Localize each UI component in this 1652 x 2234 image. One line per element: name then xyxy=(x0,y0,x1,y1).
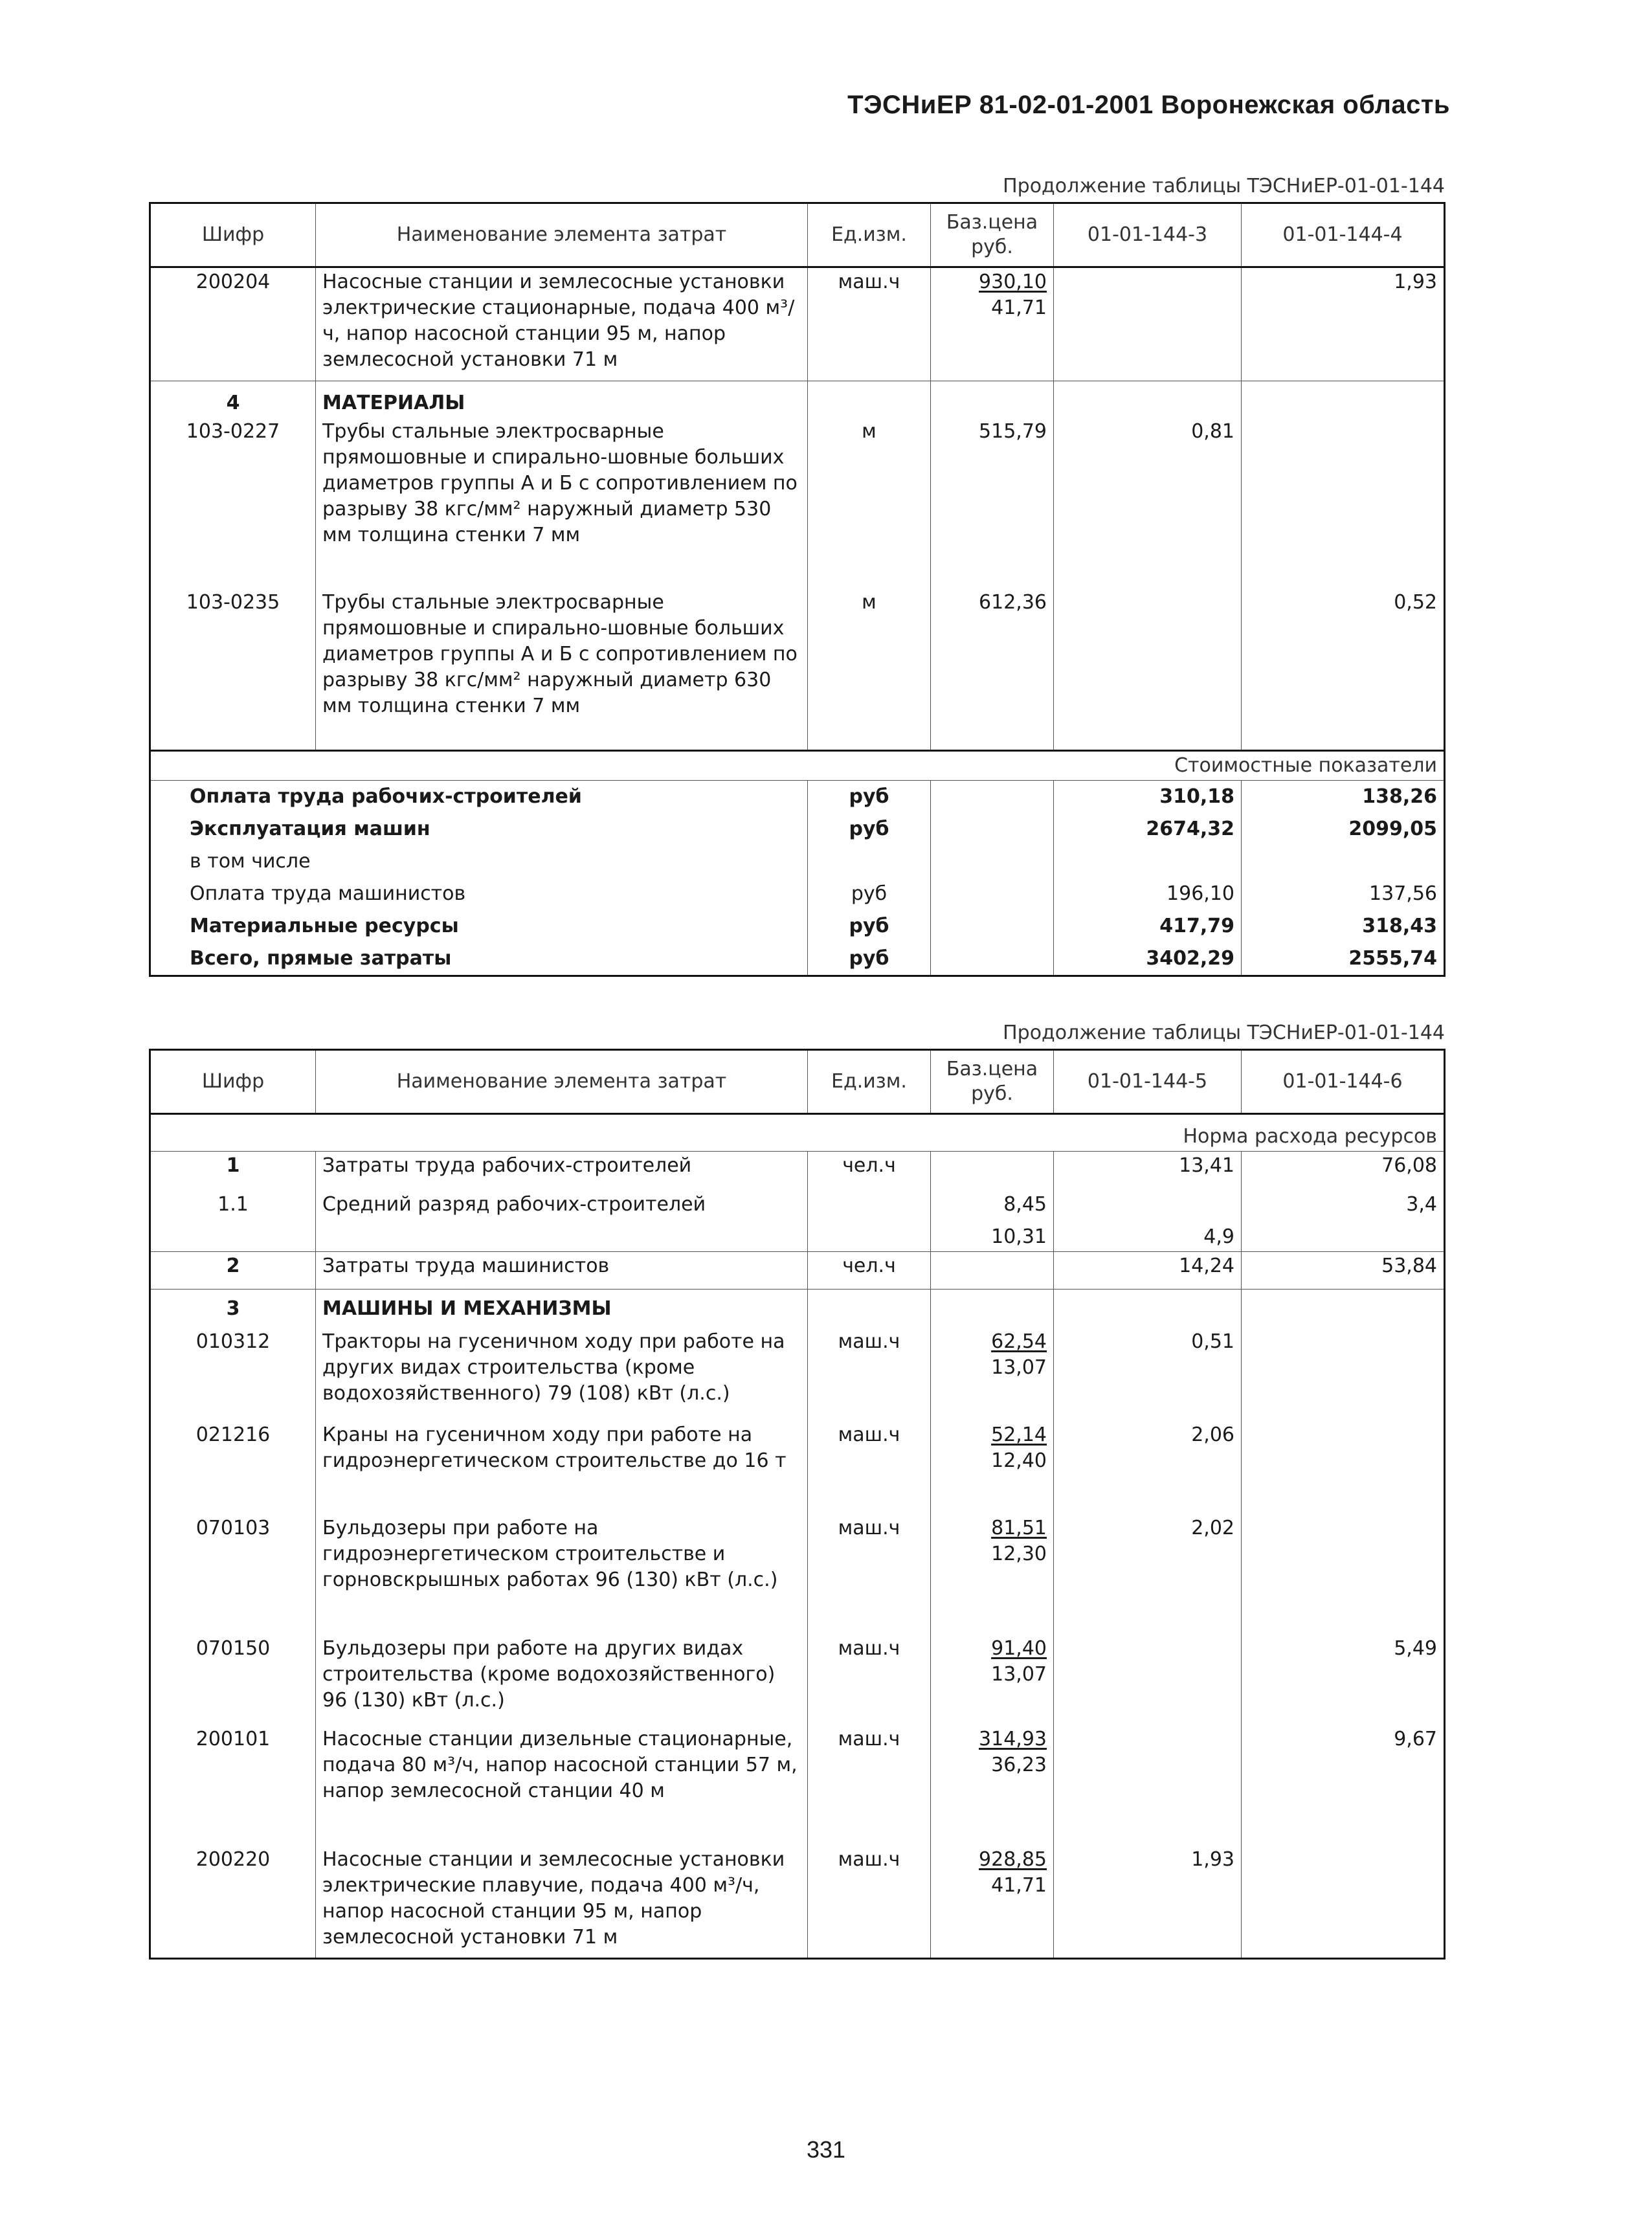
row-v2: 0,52 xyxy=(1242,588,1445,750)
row-v2 xyxy=(1242,1514,1445,1635)
band-label: Норма расхода ресурсов xyxy=(150,1114,1445,1152)
price-base: 91,40 xyxy=(991,1637,1047,1660)
totals-v2: 318,43 xyxy=(1242,910,1445,943)
price-base: 930,10 xyxy=(979,271,1047,293)
row-name: Трубы стальные электросварные прямошовные и спирально-шовные больших диаметров группы А и Б с сопротивлением по разрыву 38 кгс/мм² наружный диаметр 630 мм толщина стенки 7 мм xyxy=(316,588,808,750)
table1-header-row xyxy=(150,203,1445,267)
price-wage: 13,07 xyxy=(991,1663,1047,1686)
page-number: 331 xyxy=(806,2136,846,2163)
band-row xyxy=(150,750,1445,780)
col-header-price: Баз.цена руб. xyxy=(931,203,1054,267)
row-name: Насосные станции и землесосные установки электрические плавучие, подача 400 м³/ч, напор насосной станции 95 м, напор землесосной установки 71 м xyxy=(316,1846,808,1958)
table2 xyxy=(149,1049,1446,1960)
col-header-v2: 01-01-144-6 xyxy=(1242,1050,1445,1114)
col-header-v1: 01-01-144-3 xyxy=(1054,203,1242,267)
price-wage: 13,07 xyxy=(991,1356,1047,1379)
row-name: Краны на гусеничном ходу при работе на гидроэнергетическом строительстве до 16 т xyxy=(316,1421,808,1514)
row-code: 1 xyxy=(150,1152,316,1190)
row-unit: маш.ч xyxy=(808,1846,931,1958)
row-v1: 4,9 xyxy=(1054,1223,1242,1252)
row-price: 515,79 xyxy=(931,418,1054,588)
col-header-name: Наименование элемента затрат xyxy=(316,203,808,267)
row-name: Насосные станции дизельные стационарные, подача 80 м³/ч, напор насосной станции 57 м, напор землесосной станции 40 м xyxy=(316,1725,808,1846)
row-v1 xyxy=(1054,1725,1242,1846)
table-row xyxy=(150,1328,1445,1421)
row-code: 103-0235 xyxy=(150,588,316,750)
row-code: 021216 xyxy=(150,1421,316,1514)
col-header-unit: Ед.изм. xyxy=(808,203,931,267)
document-header: ТЭСНиЕР 81-02-01-2001 Воронежская область xyxy=(847,91,1450,119)
row-v1: 0,81 xyxy=(1054,418,1242,588)
col-header-name: Наименование элемента затрат xyxy=(316,1050,808,1114)
totals-row xyxy=(150,943,1445,976)
row-price xyxy=(931,1328,1054,1421)
row-price: 612,36 xyxy=(931,588,1054,750)
table1 xyxy=(149,202,1446,977)
row-v1 xyxy=(1054,267,1242,381)
row-unit: м xyxy=(808,418,931,588)
row-code: 2 xyxy=(150,1251,316,1289)
row-name: Насосные станции и землесосные установки электрические стационарные, подача 400 м³/ч, напор насосной станции 95 м, напор землесосной установки 71 м xyxy=(316,267,808,381)
row-name: Затраты труда машинистов xyxy=(316,1251,808,1289)
row-v2: 53,84 xyxy=(1242,1251,1445,1289)
row-v2 xyxy=(1242,1328,1445,1421)
row-price xyxy=(931,1152,1054,1190)
totals-v1: 2674,32 xyxy=(1054,813,1242,845)
totals-label: в том числе xyxy=(150,845,808,878)
price-base: 928,85 xyxy=(979,1848,1047,1871)
price-base: 52,14 xyxy=(991,1424,1047,1446)
section-code: 4 xyxy=(150,381,316,418)
row-v2: 1,93 xyxy=(1242,267,1445,381)
totals-v2 xyxy=(1242,845,1445,878)
row-v1 xyxy=(1054,588,1242,750)
row-name xyxy=(316,1223,808,1252)
table-row xyxy=(150,1514,1445,1635)
price-wage: 41,71 xyxy=(991,1874,1047,1897)
table-row xyxy=(150,1152,1445,1190)
row-code: 103-0227 xyxy=(150,418,316,588)
row-price: 10,31 xyxy=(931,1223,1054,1252)
row-code: 010312 xyxy=(150,1328,316,1421)
table-row xyxy=(150,1421,1445,1514)
row-price xyxy=(931,1514,1054,1635)
row-unit xyxy=(808,1223,931,1252)
row-v1 xyxy=(1054,1190,1242,1223)
section-title: МАШИНЫ И МЕХАНИЗМЫ xyxy=(316,1289,808,1328)
row-v2 xyxy=(1242,1223,1445,1252)
row-unit: маш.ч xyxy=(808,1328,931,1421)
row-code: 200220 xyxy=(150,1846,316,1958)
row-price xyxy=(931,1635,1054,1725)
totals-row xyxy=(150,780,1445,813)
totals-v1 xyxy=(1054,845,1242,878)
row-v1: 2,02 xyxy=(1054,1514,1242,1635)
table-row xyxy=(150,418,1445,588)
section-row xyxy=(150,1289,1445,1328)
table-row xyxy=(150,1251,1445,1289)
totals-unit: руб xyxy=(808,943,931,976)
row-v1 xyxy=(1054,1635,1242,1725)
section-code: 3 xyxy=(150,1289,316,1328)
row-unit: маш.ч xyxy=(808,1725,931,1846)
row-v1: 14,24 xyxy=(1054,1251,1242,1289)
col-header-unit: Ед.изм. xyxy=(808,1050,931,1114)
row-unit: маш.ч xyxy=(808,1635,931,1725)
row-name: Затраты труда рабочих-строителей xyxy=(316,1152,808,1190)
price-base: 81,51 xyxy=(991,1517,1047,1539)
totals-v2: 2555,74 xyxy=(1242,943,1445,976)
price-wage: 36,23 xyxy=(991,1754,1047,1776)
section-row xyxy=(150,381,1445,418)
totals-unit xyxy=(808,845,931,878)
row-v2: 3,4 xyxy=(1242,1190,1445,1223)
price-base: 62,54 xyxy=(991,1330,1047,1353)
totals-row xyxy=(150,878,1445,910)
col-header-v1: 01-01-144-5 xyxy=(1054,1050,1242,1114)
row-price: 8,45 xyxy=(931,1190,1054,1223)
table2-caption: Продолжение таблицы ТЭСНиЕР-01-01-144 xyxy=(1003,1022,1445,1044)
band-row xyxy=(150,1114,1445,1152)
table-row xyxy=(150,1725,1445,1846)
row-v2: 9,67 xyxy=(1242,1725,1445,1846)
band-label: Стоимостные показатели xyxy=(150,750,1445,780)
row-code: 200204 xyxy=(150,267,316,381)
row-price xyxy=(931,1725,1054,1846)
totals-label: Материальные ресурсы xyxy=(150,910,808,943)
table-row xyxy=(150,1190,1445,1223)
col-header-code: Шифр xyxy=(150,203,316,267)
col-header-price: Баз.цена руб. xyxy=(931,1050,1054,1114)
row-v2: 5,49 xyxy=(1242,1635,1445,1725)
price-wage: 12,40 xyxy=(991,1449,1047,1472)
table2-header-row xyxy=(150,1050,1445,1114)
totals-unit: руб xyxy=(808,813,931,845)
row-unit: чел.ч xyxy=(808,1152,931,1190)
price-wage: 12,30 xyxy=(991,1543,1047,1565)
row-v1: 13,41 xyxy=(1054,1152,1242,1190)
row-code: 070150 xyxy=(150,1635,316,1725)
totals-row xyxy=(150,845,1445,878)
totals-v1: 417,79 xyxy=(1054,910,1242,943)
totals-v1: 310,18 xyxy=(1054,780,1242,813)
row-unit: м xyxy=(808,588,931,750)
row-v1: 2,06 xyxy=(1054,1421,1242,1514)
table-row xyxy=(150,588,1445,750)
col-header-code: Шифр xyxy=(150,1050,316,1114)
totals-unit: руб xyxy=(808,780,931,813)
row-v1: 0,51 xyxy=(1054,1328,1242,1421)
totals-label: Оплата труда машинистов xyxy=(150,878,808,910)
row-name: Бульдозеры при работе на гидроэнергетическом строительстве и горновскрышных работах 96 (130) кВт (л.с.) xyxy=(316,1514,808,1635)
col-header-v2: 01-01-144-4 xyxy=(1242,203,1445,267)
totals-row xyxy=(150,910,1445,943)
table-row xyxy=(150,1846,1445,1958)
row-price xyxy=(931,267,1054,381)
row-unit: чел.ч xyxy=(808,1251,931,1289)
row-unit: маш.ч xyxy=(808,267,931,381)
row-unit: маш.ч xyxy=(808,1514,931,1635)
totals-unit: руб xyxy=(808,878,931,910)
row-price xyxy=(931,1251,1054,1289)
section-title: МАТЕРИАЛЫ xyxy=(316,381,808,418)
totals-v1: 3402,29 xyxy=(1054,943,1242,976)
price-wage: 41,71 xyxy=(991,296,1047,319)
price-base: 314,93 xyxy=(979,1728,1047,1750)
totals-label: Эксплуатация машин xyxy=(150,813,808,845)
row-v2 xyxy=(1242,1846,1445,1958)
row-unit xyxy=(808,1190,931,1223)
row-name: Средний разряд рабочих-строителей xyxy=(316,1190,808,1223)
table-row xyxy=(150,267,1445,381)
totals-unit: руб xyxy=(808,910,931,943)
totals-label: Всего, прямые затраты xyxy=(150,943,808,976)
row-code: 070103 xyxy=(150,1514,316,1635)
totals-label: Оплата труда рабочих-строителей xyxy=(150,780,808,813)
row-unit: маш.ч xyxy=(808,1421,931,1514)
row-name: Бульдозеры при работе на других видах строительства (кроме водохозяйственного) 96 (130) кВт (л.с.) xyxy=(316,1635,808,1725)
row-code: 1.1 xyxy=(150,1190,316,1223)
row-name: Трубы стальные электросварные прямошовные и спирально-шовные больших диаметров группы А и Б с сопротивлением по разрыву 38 кгс/мм² наружный диаметр 530 мм толщина стенки 7 мм xyxy=(316,418,808,588)
row-v2 xyxy=(1242,418,1445,588)
table-row xyxy=(150,1635,1445,1725)
row-name: Тракторы на гусеничном ходу при работе на других видах строительства (кроме водохозяйственного) 79 (108) кВт (л.с.) xyxy=(316,1328,808,1421)
row-v2 xyxy=(1242,1421,1445,1514)
table1-caption: Продолжение таблицы ТЭСНиЕР-01-01-144 xyxy=(1003,175,1445,197)
row-price xyxy=(931,1421,1054,1514)
totals-v2: 2099,05 xyxy=(1242,813,1445,845)
row-code xyxy=(150,1223,316,1252)
totals-v1: 196,10 xyxy=(1054,878,1242,910)
row-code: 200101 xyxy=(150,1725,316,1846)
table-row xyxy=(150,1223,1445,1252)
totals-v2: 138,26 xyxy=(1242,780,1445,813)
row-v1: 1,93 xyxy=(1054,1846,1242,1958)
totals-v2: 137,56 xyxy=(1242,878,1445,910)
totals-row xyxy=(150,813,1445,845)
row-price xyxy=(931,1846,1054,1958)
row-v2: 76,08 xyxy=(1242,1152,1445,1190)
